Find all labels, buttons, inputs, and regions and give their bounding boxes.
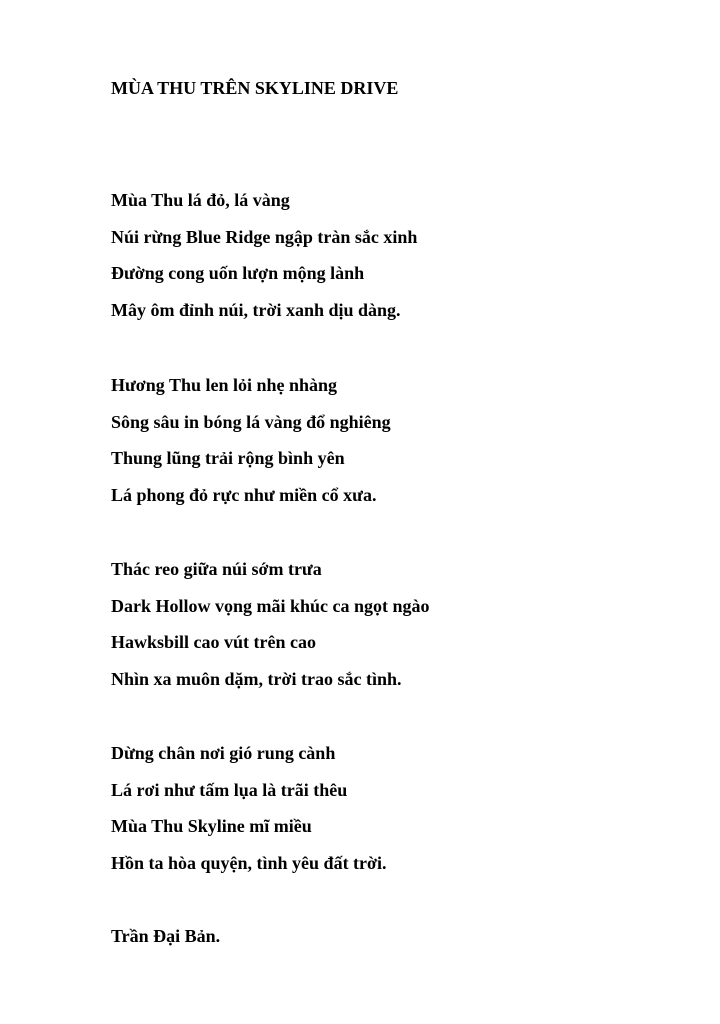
author-signature: Trần Đại Bản. [111,926,221,946]
poem-line: Thác reo giữa núi sớm trưa [111,559,322,579]
poem-title: MÙA THU TRÊN SKYLINE DRIVE [111,78,399,98]
poem-line: Núi rừng Blue Ridge ngập tràn sắc xinh [111,226,418,247]
poem-line: Lá phong đỏ rực như miền cổ xưa. [111,484,377,505]
poem-line: Nhìn xa muôn dặm, trời trao sắc tình. [111,668,402,689]
poem-line: Hương Thu len lỏi nhẹ nhàng [111,375,338,395]
stanza-2 [111,367,391,513]
poem-line: Dừng chân nơi gió rung cành [111,743,336,763]
poem-line: Dark Hollow vọng mãi khúc ca ngọt ngào [111,595,430,616]
stanza-4 [111,735,387,881]
poem-line: Sông sâu in bóng lá vàng đổ nghiêng [111,411,391,432]
poem-line: Đường cong uốn lượn mộng lành [111,263,365,283]
poem-line: Thung lũng trải rộng bình yên [111,448,345,468]
poem-line: Mùa Thu Skyline mĩ miều [111,816,312,836]
poem-line: Mây ôm đỉnh núi, trời xanh dịu dàng. [111,299,401,320]
poem-line: Lá rơi như tấm lụa là trãi thêu [111,779,348,800]
stanza-1 [111,182,417,328]
poem-line: Mùa Thu lá đỏ, lá vàng [111,190,290,210]
poem-line: Hawksbill cao vút trên cao [111,632,316,652]
poem-line: Hồn ta hòa quyện, tình yêu đất trời. [111,852,387,873]
stanza-3 [111,551,430,697]
